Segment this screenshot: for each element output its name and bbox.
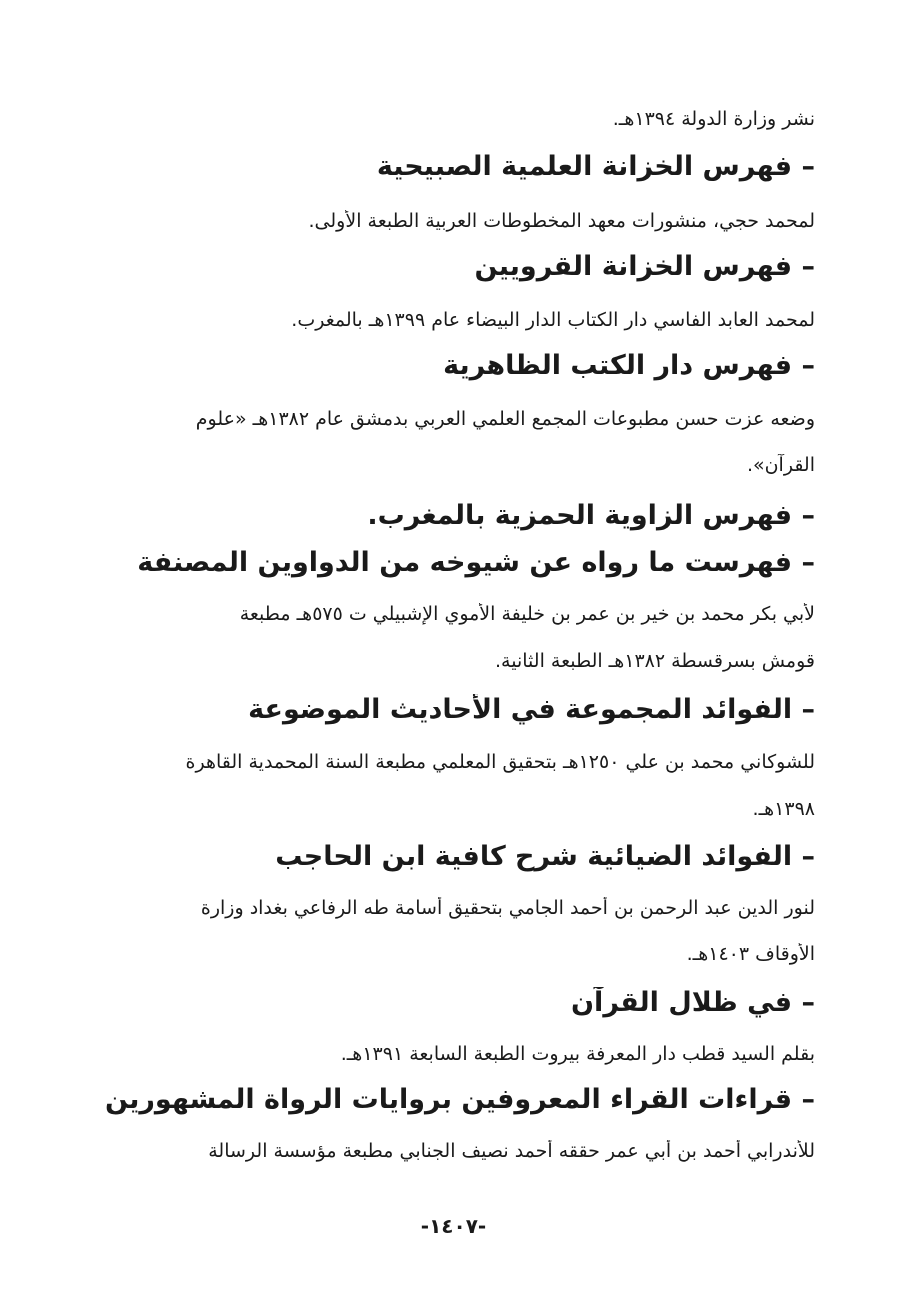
page-number: -١٤٠٧- [420,1214,487,1238]
body-line: نشر وزارة الدولة ١٣٩٤هـ. [612,108,815,130]
body-line: قومش بسرقسطة ١٣٨٢هـ الطبعة الثانية. [495,650,815,672]
body-line: لأبي بكر محمد بن خير بن عمر بن خليفة الأموي الإشبيلي ت ٥٧٥هـ مطبعة [239,603,815,625]
catalog-entry-title: – فهرس الخزانة القرويين [474,251,815,282]
body-line: لمحمد العابد الفاسي دار الكتاب الدار البيضاء عام ١٣٩٩هـ بالمغرب. [291,309,815,331]
body-line: للأندرابي أحمد بن أبي عمر حققه أحمد نصيف الجنابي مطبعة مؤسسة الرسالة [208,1140,815,1162]
body-line: لنور الدين عبد الرحمن بن أحمد الجامي بتحقيق أسامة طه الرفاعي بغداد وزارة [200,897,815,919]
body-line: الأوقاف ١٤٠٣هـ. [686,943,815,965]
body-line: ١٣٩٨هـ. [752,798,815,820]
catalog-entry-title: – قراءات القراء المعروفين بروايات الرواة المشهورين [104,1084,815,1115]
catalog-entry-title: – في ظلال القرآن [571,987,815,1018]
catalog-entry-title: – فهرست ما رواه عن شيوخه من الدواوين المصنفة [137,547,815,578]
body-line: بقلم السيد قطب دار المعرفة بيروت الطبعة السابعة ١٣٩١هـ. [340,1043,815,1065]
body-line: وضعه عزت حسن مطبوعات المجمع العلمي العربي بدمشق عام ١٣٨٢هـ «علوم [195,408,815,430]
catalog-entry-title: – الفوائد الضيائية شرح كافية ابن الحاجب [275,841,815,872]
body-line: لمحمد حجي، منشورات معهد المخطوطات العربية الطبعة الأولى. [308,210,815,232]
catalog-entry-title: – فهرس دار الكتب الظاهرية [443,350,815,381]
body-line: القرآن». [746,454,815,476]
body-line: للشوكاني محمد بن علي ١٢٥٠هـ بتحقيق المعلمي مطبعة السنة المحمدية القاهرة [185,751,815,773]
catalog-entry-title: – فهرس الخزانة العلمية الصبيحية [376,151,815,182]
catalog-entry-title: – الفوائد المجموعة في الأحاديث الموضوعة [248,694,815,725]
catalog-entry-title: – فهرس الزاوية الحمزية بالمغرب. [367,500,815,531]
